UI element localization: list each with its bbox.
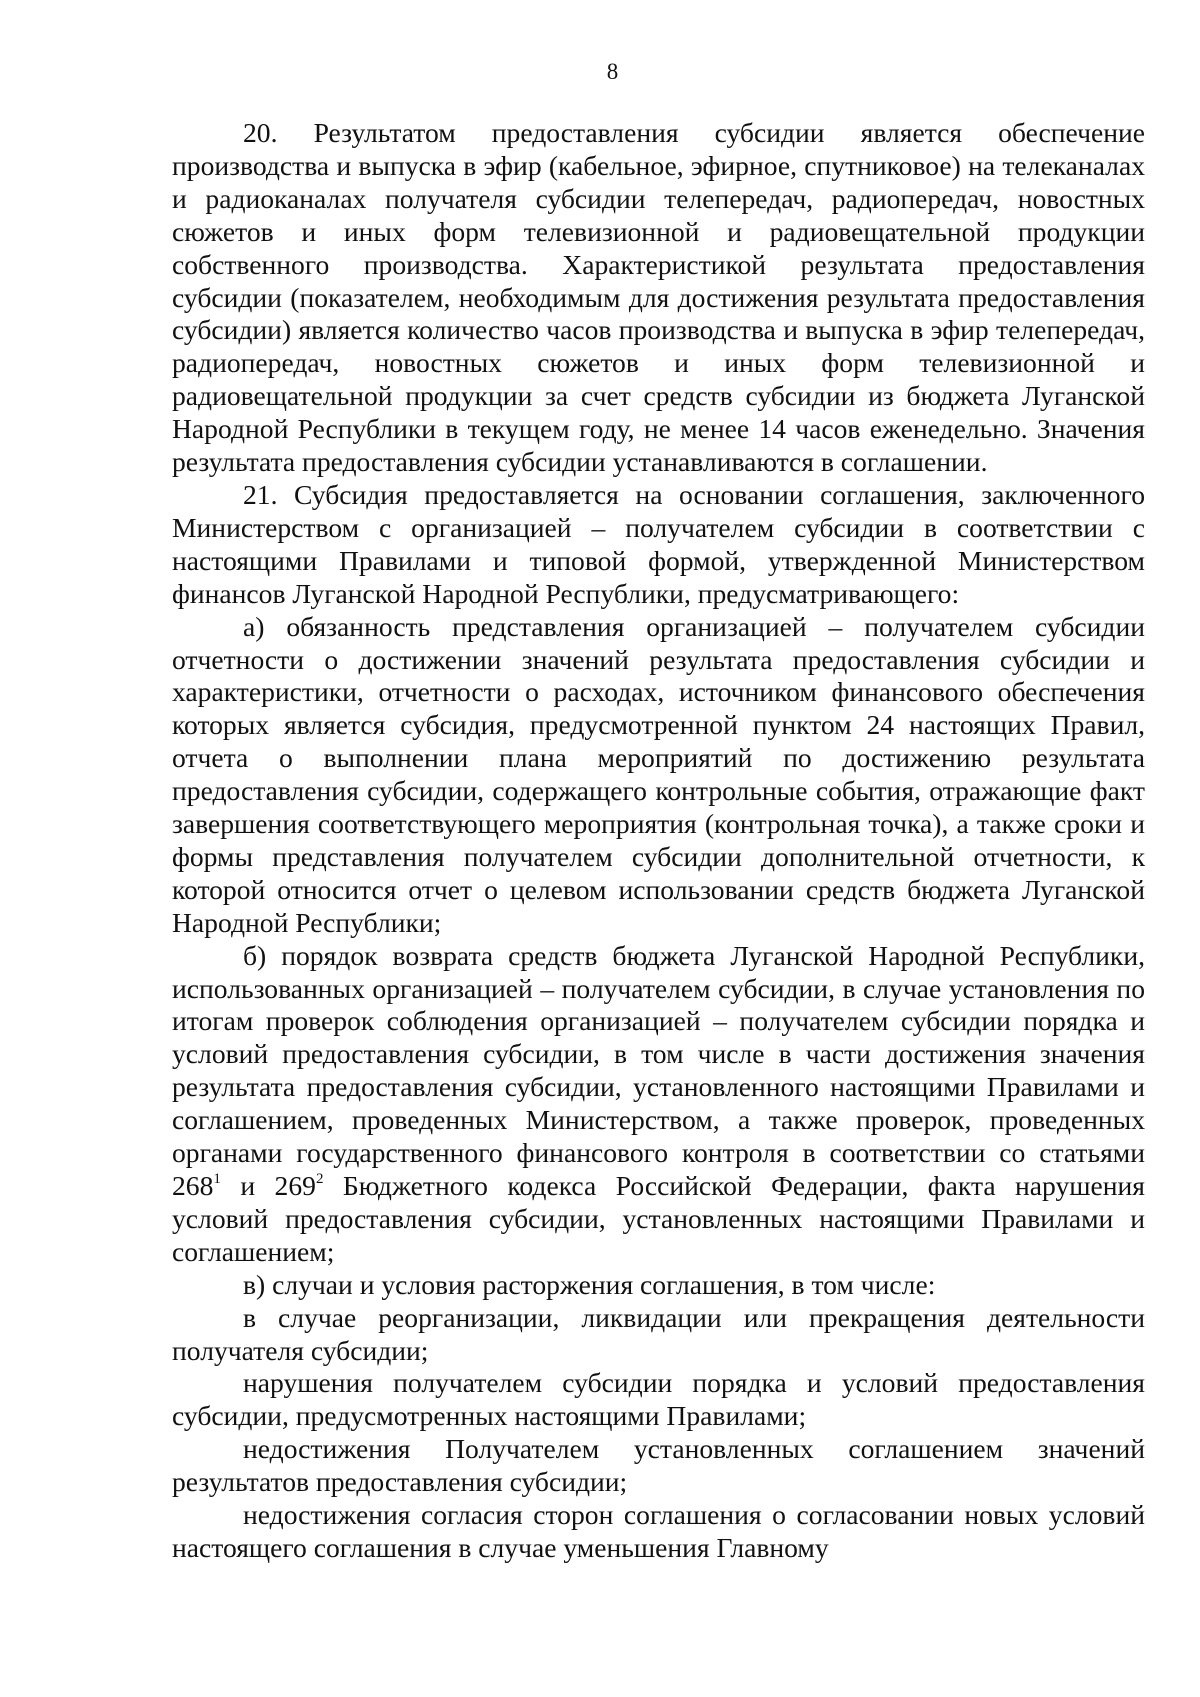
- document-body: [172, 117, 1145, 1565]
- paragraph-21-subsidy-agreement: 21. Субсидия предоставляется на основании соглашения, заключенного Министерством с организацией – получателем субсидии в соответствии с настоящими Правилами и типовой формой, утвержденной Министерством финансов Луганской Народной Республики, предусматривающего:: [172, 478, 1145, 609]
- page-number: 8: [606, 59, 619, 84]
- paragraph-a-reporting-obligation: а) обязанность представления организацией – получателем субсидии отчетности о достижении значений результата предоставления субсидии и характеристики, отчетности о расходах, источником финансового обеспечения которых является субсидия, предусмотренной пунктом 24 настоящих Правил, отчета о выполнении плана мероприятий по достижению результата предоставления субсидии, содержащего контрольные события, отражающие факт завершения соответствующего мероприятия (контрольная точка), а также сроки и формы представления получателем субсидии дополнительной отчетности, к которой относится отчет о целевом использовании средств бюджета Луганской Народной Республики;: [172, 610, 1145, 938]
- paragraph-c-termination-cases: в) случаи и условия расторжения соглашения, в том числе:: [243, 1268, 936, 1300]
- paragraph-b-text-start: б) порядок возврата средств бюджета Луганской Народной Республики, использованных организацией – получателем субсидии, в случае установления по итогам проверок соблюдения организацией – получателем субсидии порядка и условий предоставления субсидии, в том числе в части достижения значения результата предоставления субсидии, установленного настоящими Правилами и соглашением, проведенных Министерством, а также проверок, проведенных органами государственного финансового контроля в соответствии со статьями 268: [172, 939, 1145, 1201]
- paragraph-b-text-end: Бюджетного кодекса Российской Федерации, факта нарушения условий предоставления субсидии, установленных настоящими Правилами и соглашением;: [172, 1170, 1145, 1267]
- list-item-reorganization: в случае реорганизации, ликвидации или прекращения деятельности получателя субсидии;: [172, 1301, 1145, 1366]
- paragraph-b-text-middle: и 269: [220, 1170, 316, 1201]
- list-item-non-achievement: недостижения Получателем установленных соглашением значений результатов предоставления субсидии;: [172, 1433, 1145, 1498]
- superscript-1: 1: [213, 1171, 221, 1187]
- paragraph-b-refund-procedure: [172, 940, 1145, 1269]
- paragraph-20-subsidy-result: 20. Результатом предоставления субсидии является обеспечение производства и выпуска в эфир (кабельное, эфирное, спутниковое) на телеканалах и радиоканалах получателя субсидии телепередач, радиопередач, новостных сюжетов и иных форм телевизионной и радиовещательной продукции собственного производства. Характеристикой результата предоставления субсидии (показателем, необходимым для достижения результата предоставления субсидии) является количество часов производства и выпуска в эфир телепередач, радиопередач, новостных сюжетов и иных форм телевизионной и радиовещательной продукции за счет средств субсидии из бюджета Луганской Народной Республики в текущем году, не менее 14 часов еженедельно. Значения результата предоставления субсидии устанавливаются в соглашении.: [172, 117, 1145, 478]
- list-item-violation: нарушения получателем субсидии порядка и условий предоставления субсидии, предусмотренных настоящими Правилами;: [172, 1367, 1145, 1432]
- list-item-no-agreement: недостижения согласия сторон соглашения о согласовании новых условий настоящего соглашения в случае уменьшения Главному: [172, 1499, 1145, 1563]
- superscript-2: 2: [315, 1171, 324, 1187]
